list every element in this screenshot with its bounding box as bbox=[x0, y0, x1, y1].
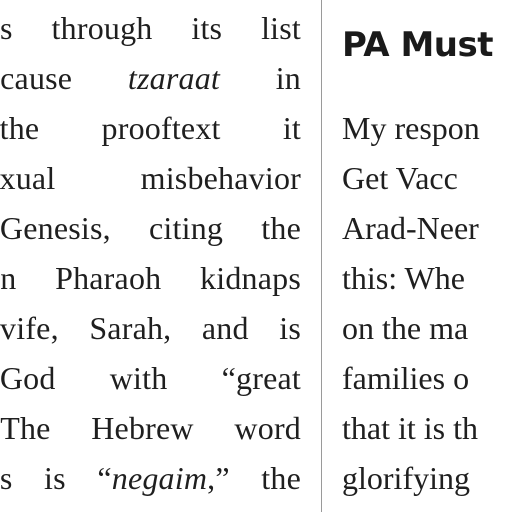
left-text-line: s through its list bbox=[0, 10, 301, 46]
left-text-line: s is “negaim,” the bbox=[0, 460, 301, 496]
left-text-line: cause tzaraat in bbox=[0, 60, 301, 96]
article-headline[interactable]: PA Must bbox=[342, 25, 493, 65]
right-text-line: that it is th bbox=[342, 410, 478, 446]
right-text-line: on the ma bbox=[342, 310, 469, 346]
right-text-line: My respon bbox=[342, 110, 480, 146]
left-text-line: The Hebrew word bbox=[0, 410, 301, 446]
column-divider bbox=[321, 0, 322, 512]
right-text-line: Arad-Neer bbox=[342, 210, 479, 246]
right-text-line: Get Vacc bbox=[342, 160, 458, 196]
right-text-line: families o bbox=[342, 360, 470, 396]
left-text-line: Genesis, citing the bbox=[0, 210, 301, 246]
left-text-line: the prooftext it bbox=[0, 110, 301, 146]
left-text-line: xual misbehavior bbox=[0, 160, 301, 196]
left-text-line: God with “great bbox=[0, 360, 301, 396]
right-text-line: glorifying bbox=[342, 460, 470, 496]
left-text-line: n Pharaoh kidnaps bbox=[0, 260, 301, 296]
left-text-line: vife, Sarah, and is bbox=[0, 310, 301, 346]
right-text-line: this: Whe bbox=[342, 260, 465, 296]
right-article-column bbox=[342, 0, 512, 512]
